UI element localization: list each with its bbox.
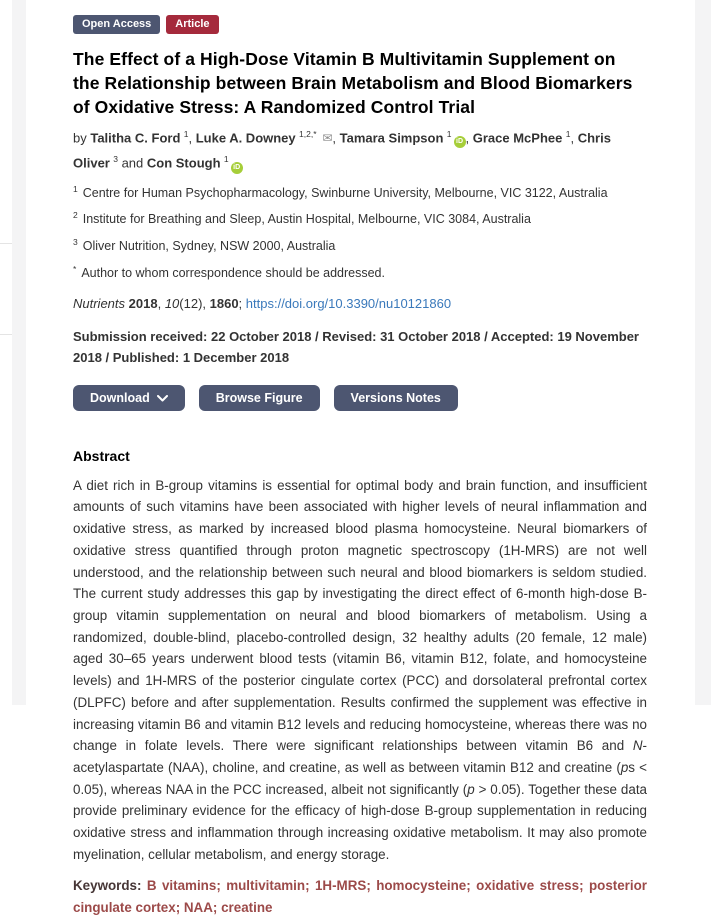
affiliation-marker: 2 [73,210,78,221]
keyword-separator: ; [305,878,315,894]
affiliation-text: Oliver Nutrition, Sydney, NSW 2000, Australia [82,239,336,254]
affiliation-list [73,181,647,281]
author-affiliation-sup: 1 [181,129,189,139]
byline-prefix: by [73,130,91,146]
author-separator: , [188,130,196,146]
submission-dates: Submission received: 22 October 2018 / Revised: 31 October 2018 / Accepted: 19 November 2018 / Published: 1 December 2018 [73,328,639,365]
keyword-link[interactable]: posterior cingulate cortex [73,878,648,916]
author-name[interactable]: Talitha C. Ford [90,130,181,146]
page-gutter-right [695,0,711,705]
badge-row [73,14,647,34]
keywords-line [73,875,647,918]
byline [73,124,647,174]
open-access-badge: Open Access [73,15,160,34]
affiliation-item [73,234,647,254]
author-affiliation-sup: 1 [221,154,229,165]
citation-text: (12), [179,295,210,311]
citation-text: ; [238,295,246,311]
affiliation-item [73,181,647,201]
keyword-separator: ; [212,900,222,916]
author-affiliation-sup: 1,2,* [296,129,317,139]
affiliation-marker: * [73,263,77,274]
article-main [73,0,647,919]
orcid-icon[interactable]: iD [454,136,466,148]
keyword-separator: ; [366,878,377,894]
action-button-row [73,385,647,411]
affiliation-text: Author to whom correspondence should be addressed. [81,265,385,280]
journal-citation [73,295,647,313]
abstract-text [73,475,647,866]
button-label: Download [90,390,150,405]
chevron-down-icon [157,391,168,405]
citation-text: , [157,295,165,311]
affiliation-item [73,261,647,281]
abstract-heading: Abstract [73,447,130,464]
keyword-link[interactable]: homocysteine [376,878,467,894]
keywords-label: Keywords: [73,878,147,894]
keyword-link[interactable]: 1H-MRS [314,878,367,894]
author-name[interactable]: Grace McPhee [472,130,563,146]
author-separator: , [465,130,473,146]
email-icon[interactable]: ✉ [318,131,333,146]
affiliation-marker: 1 [73,183,78,194]
abstract-segment: p [467,781,475,797]
author-separator: , [332,130,340,146]
citation-text: 1860 [209,295,239,311]
keyword-separator: ; [216,878,227,894]
keyword-link[interactable]: B vitamins [146,878,217,894]
orcid-icon[interactable]: iD [231,162,243,174]
abstract-segment: N [632,738,643,754]
browse-figure-button[interactable] [199,385,320,411]
keyword-link[interactable]: creatine [221,900,273,916]
author-separator: , [570,130,578,146]
keyword-link[interactable]: multivitamin [226,878,306,894]
button-label: Versions Notes [350,390,441,405]
article-title: The Effect of a High-Dose Vitamin B Multivitamin Supplement on the Relationship between Brain Metabolism and Blood Biomarkers of Oxidative Stress: A Randomized Control Trial [73,49,633,117]
keyword-link[interactable]: oxidative stress [476,878,580,894]
abstract-segment: s < 0.05), whereas NAA in the PCC increased, albeit not significantly ( [73,759,647,797]
versions-notes-button[interactable] [334,385,458,411]
keyword-link[interactable]: NAA [183,900,213,916]
author-affiliation-sup: 1 [444,129,452,139]
author-name[interactable]: Chris Oliver [73,130,611,171]
abstract-segment: -acetylaspartate (NAA), choline, and creatine, as well as between vitamin B12 and creatine ( [73,738,647,775]
affiliation-text: Centre for Human Psychopharmacology, Swinburne University, Melbourne, VIC 3122, Australia [82,185,608,200]
abstract-segment: > 0.05). Together these data provide preliminary evidence for the efficacy of high-dose B-group supplementation in reducing oxidative stress and inflammation through increasing oxidative metabolism. It may also promote myelination, cellular metabolism, and energy storage. [73,781,647,862]
affiliation-text: Institute for Breathing and Sleep, Austin Hospital, Melbourne, VIC 3084, Australia [82,212,531,227]
author-name[interactable]: Con Stough [146,155,221,171]
keyword-separator: ; [175,900,184,916]
affiliation-item [73,207,647,227]
author-name[interactable]: Tamara Simpson [339,130,444,146]
keyword-separator: ; [466,878,477,894]
author-name[interactable]: Luke A. Downey [195,130,296,146]
affiliation-marker: 3 [73,236,78,247]
left-edge-divider [0,334,12,335]
citation-text: 2018 [128,295,158,311]
author-affiliation-sup: 3 [110,154,118,165]
left-edge-divider [0,243,12,244]
download-button[interactable] [73,385,185,411]
abstract-segment: A diet rich in B-group vitamins is essential for optimal body and brain function, and insufficient amounts of such vitamins have been associated with higher levels of neural inflammation and oxidative stress, as marked by increased blood plasma homocysteine. Neural biomarkers of oxidative stress quantified through proton magnetic spectroscopy (1H-MRS) are not well understood, and the relationship between such neural and blood biomarkers is seldom studied. The current study addresses this gap by investigating the direct effect of 6-month high-dose B-group vitamin supplementation on neural and blood biomarkers of metabolism. Using a randomized, double-blind, placebo-controlled design, 32 healthy adults (20 female, 12 male) aged 30–65 years underwent blood tests (vitamin B6, vitamin B12, folate, and homocysteine levels) and 1H-MRS of the posterior cingulate cortex (PCC) and dorsolateral prefrontal cortex (DLPFC) before and after supplementation. Results confirmed the supplement was effective in increasing vitamin B6 and vitamin B12 levels and reducing homocysteine, whereas there was no change in folate levels. There were significant relationships between vitamin B6 and [73,477,647,754]
author-separator: and [117,155,147,171]
page-gutter-left [12,0,26,705]
keyword-separator: ; [579,878,589,894]
citation-text: Nutrients [73,295,126,311]
abstract-segment: p [620,759,629,775]
doi-link[interactable]: https://doi.org/10.3390/nu10121860 [245,295,452,311]
citation-text: 10 [164,295,180,311]
button-label: Browse Figure [215,390,303,405]
article-badge: Article [166,15,218,34]
author-affiliation-sup: 1 [563,129,571,139]
